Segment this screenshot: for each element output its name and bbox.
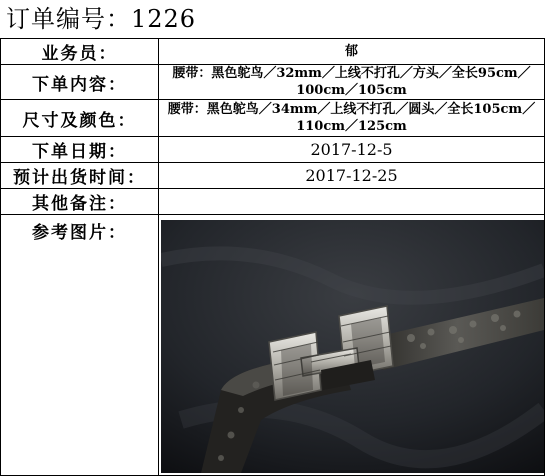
order-date-label: 下单日期： [1, 137, 159, 163]
row-order-date [1, 137, 545, 163]
ship-date-value: 2017-12-25 [159, 163, 545, 189]
reference-image-label: 参考图片： [1, 215, 159, 476]
order-content-label: 下单内容： [1, 65, 159, 100]
salesperson-value: 郁 [159, 39, 545, 65]
row-notes [1, 189, 545, 215]
notes-value [159, 189, 545, 215]
order-date-value: 2017-12-5 [159, 137, 545, 163]
row-salesperson [1, 39, 545, 65]
belt-photo-icon [161, 220, 544, 473]
row-order-content [1, 65, 545, 100]
size-color-value: 腰带：黑色鸵鸟／34mm／上线不打孔／圆头／全长105cm／110cm／125cm [159, 100, 545, 137]
row-size-color [1, 100, 545, 137]
order-title: 订单编号：1226 [6, 5, 197, 33]
size-color-label: 尺寸及颜色： [1, 100, 159, 137]
row-ship-date [1, 163, 545, 189]
reference-image-cell [159, 215, 545, 476]
order-content-value: 腰带：黑色鸵鸟／32mm／上线不打孔／方头／全长95cm／100cm／105cm [159, 65, 545, 100]
order-form [0, 38, 545, 476]
salesperson-label: 业务员： [1, 39, 159, 65]
row-reference-image [1, 215, 545, 476]
ship-date-label: 预计出货时间： [1, 163, 159, 189]
notes-label: 其他备注： [1, 189, 159, 215]
